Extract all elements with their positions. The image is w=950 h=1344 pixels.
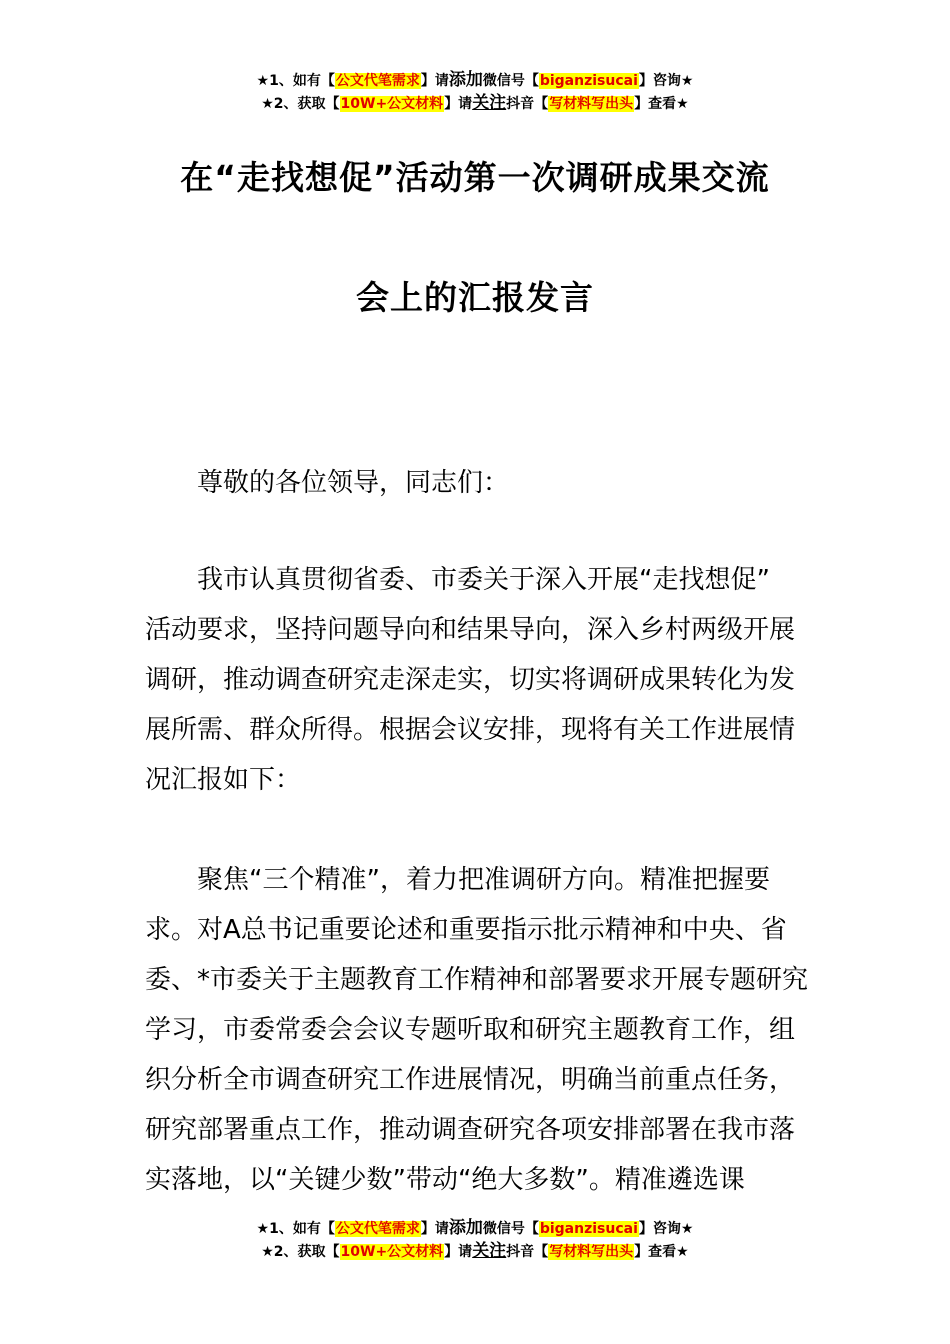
paragraph-line: 实落地，以“关键少数”带动“绝大多数”。精准遴选课 [145,1165,745,1195]
paragraph-line: 我市认真贯彻省委、市委关于深入开展“走找想促” [197,565,770,595]
banner-text: 】请 [420,1221,449,1237]
paragraph-2 [145,855,807,1205]
banner-highlight: 10W+公文材料 [340,96,444,112]
banner-text: ★2、获取【 [261,1244,340,1260]
paragraph-1 [145,555,807,805]
paragraph-line: 展所需、群众所得。根据会议安排，现将有关工作进展情 [145,715,796,745]
top-banner [0,69,950,115]
banner-text: ★1、如有【 [256,73,335,89]
banner-text: 】查看★ [634,96,689,112]
paragraph-line: 活动要求，坚持问题导向和结果导向，深入乡村两级开展 [145,615,796,645]
banner-text: 微信号【 [482,73,539,89]
document-title-line-1: 在“走找想促”活动第一次调研成果交流 [180,158,770,197]
banner-text: 】请 [444,1244,473,1260]
paragraph-line: 调研，推动调查研究走深走实，切实将调研成果转化为发 [145,665,796,695]
banner-highlight: 公文代笔需求 [335,73,420,89]
banner-text: 抖音【 [506,96,549,112]
paragraph-line: 求。对A总书记重要论述和重要指示批示精神和中央、省 [145,915,787,945]
banner-line-1 [0,1217,950,1240]
banner-highlight: 公文代笔需求 [335,1221,420,1237]
banner-text: ★1、如有【 [256,1221,335,1237]
banner-text: 抖音【 [506,1244,549,1260]
salutation [145,458,807,508]
document-title-line-2: 会上的汇报发言 [356,278,594,317]
banner-line-2 [0,1240,950,1263]
paragraph-line: 研究部署重点工作，推动调查研究各项安排部署在我市落 [145,1115,796,1145]
salutation-text: 尊敬的各位领导，同志们： [197,468,510,498]
paragraph-line: 学习，市委常委会会议专题听取和研究主题教育工作，组 [145,1015,796,1045]
paragraph-line: 聚焦“三个精准”，着力把准调研方向。精准把握要 [197,865,770,895]
banner-text: 】请 [444,96,473,112]
paragraph-line: 织分析全市调查研究工作进展情况，明确当前重点任务， [145,1065,796,1095]
banner-emphasis: 添加 [448,70,483,90]
banner-emphasis: 关注 [472,1241,507,1261]
banner-line-2 [0,92,950,115]
banner-emphasis: 关注 [472,93,507,113]
banner-text: 】咨询★ [638,73,694,89]
banner-highlight: biganzisucai [539,1221,638,1237]
banner-text: ★2、获取【 [261,96,340,112]
banner-line-1 [0,69,950,92]
banner-text: 】请 [420,73,449,89]
banner-highlight: 10W+公文材料 [340,1244,444,1260]
banner-emphasis: 添加 [448,1218,483,1238]
banner-text: 】查看★ [634,1244,689,1260]
banner-highlight: 写材料写出头 [549,1244,634,1260]
paragraph-line: 况汇报如下： [145,765,302,795]
banner-text: 】咨询★ [638,1221,694,1237]
banner-text: 微信号【 [482,1221,539,1237]
banner-highlight: 写材料写出头 [549,96,634,112]
bottom-banner [0,1217,950,1263]
banner-highlight: biganzisucai [539,73,638,89]
paragraph-line: 委、*市委关于主题教育工作精神和部署要求开展专题研究 [145,965,809,995]
